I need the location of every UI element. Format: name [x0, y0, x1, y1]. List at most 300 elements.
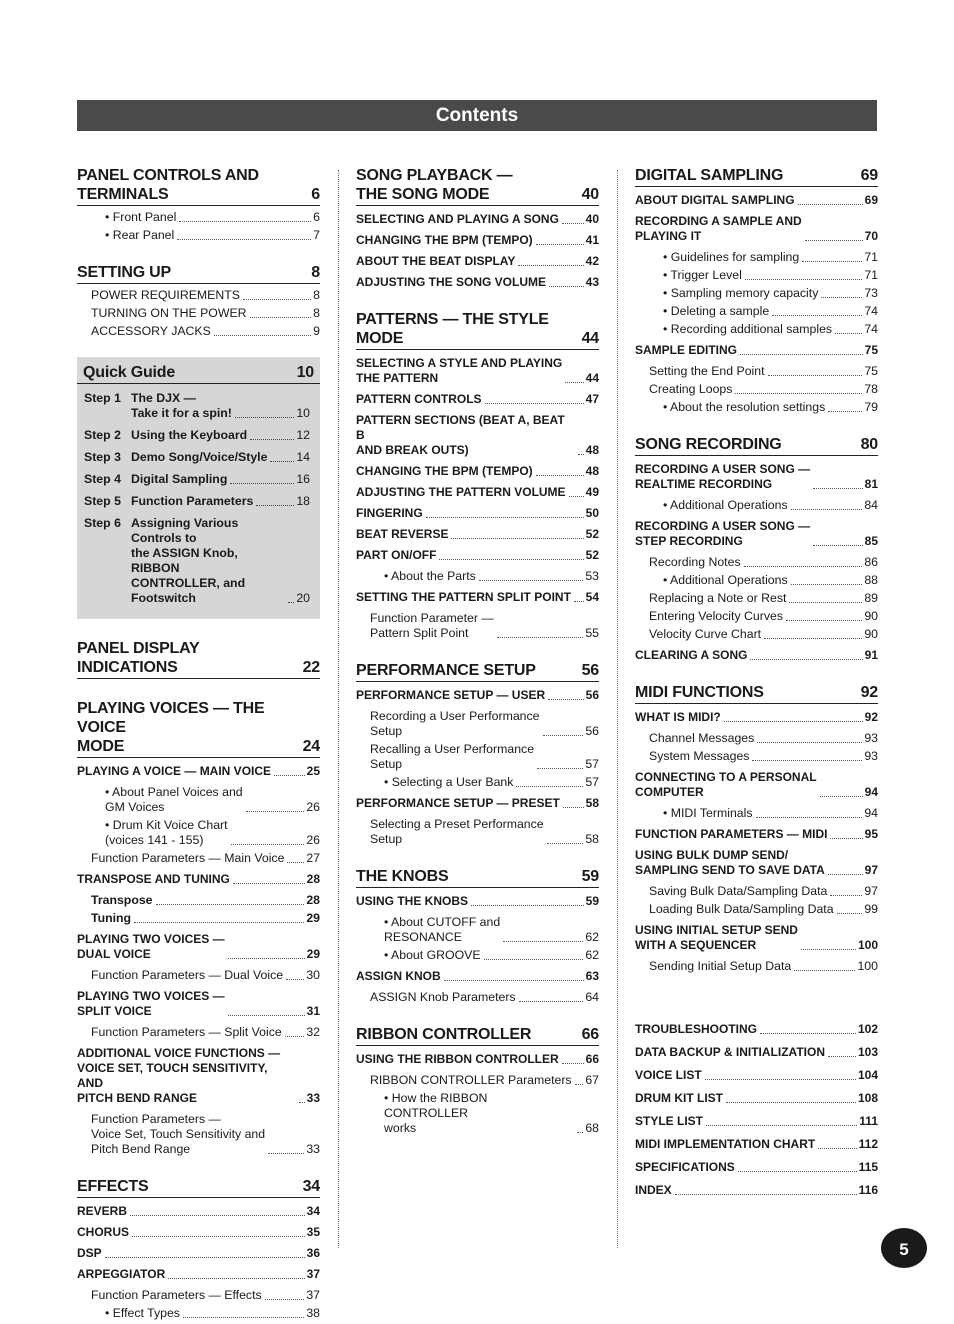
toc-entry	[77, 893, 320, 908]
toc-section	[356, 661, 599, 847]
dot-leader	[735, 393, 862, 394]
toc-entry-page: 70	[864, 229, 878, 243]
dot-leader	[768, 375, 863, 376]
dot-leader	[484, 959, 584, 960]
dot-leader	[786, 620, 862, 621]
section-heading	[77, 639, 320, 679]
toc-entry	[635, 591, 878, 606]
toc-entry	[356, 1073, 599, 1088]
quick-guide-title: Quick Guide	[83, 364, 176, 381]
toc-entry	[356, 212, 599, 227]
toc-entry-title: Function Parameters — Dual Voice	[91, 968, 284, 982]
toc-entry	[635, 1045, 878, 1060]
toc-entry	[356, 990, 599, 1005]
dot-leader	[444, 980, 584, 981]
toc-entry-page: 43	[585, 275, 599, 289]
toc-entry-title: TURNING ON THE POWER	[91, 306, 247, 320]
toc-entry-page: 58	[585, 832, 599, 846]
section-page: 6	[311, 186, 320, 203]
toc-entry-title: • Recording additional samples	[663, 322, 832, 337]
dot-leader	[250, 317, 312, 318]
toc-entry	[635, 848, 878, 878]
toc-entry	[635, 400, 878, 415]
dot-leader	[791, 509, 863, 510]
toc-entry	[635, 214, 878, 244]
toc-entry-page: 86	[864, 555, 878, 569]
toc-entry-page: 74	[864, 304, 878, 318]
toc-entry-page: 47	[585, 392, 599, 406]
dot-leader	[177, 239, 311, 240]
toc-entry	[77, 1025, 320, 1040]
toc-entry	[356, 796, 599, 811]
toc-entry	[635, 462, 878, 492]
toc-entry-page: 57	[585, 775, 599, 789]
toc-entry-title: STYLE LIST	[635, 1114, 704, 1128]
toc-entry	[77, 764, 320, 779]
toc-entry-title: • Trigger Level	[663, 268, 742, 283]
toc-entry	[356, 1091, 599, 1136]
toc-entry-title: BEAT REVERSE	[356, 527, 449, 541]
section-heading	[356, 1025, 599, 1046]
toc-entry	[635, 731, 878, 746]
dot-leader	[439, 559, 583, 560]
toc-entry-title: • Drum Kit Voice Chart (voices 141 - 155)	[105, 818, 228, 848]
toc-entry	[356, 775, 599, 790]
dot-leader	[228, 958, 305, 959]
section-page: 40	[581, 186, 599, 203]
toc-entry	[635, 555, 878, 570]
dot-leader	[536, 475, 584, 476]
toc-entry-page: 67	[585, 1073, 599, 1087]
toc-column-3	[635, 166, 878, 1206]
toc-entry	[356, 527, 599, 542]
dot-leader	[830, 895, 862, 896]
toc-entry	[77, 1288, 320, 1303]
dot-leader	[270, 461, 294, 462]
section-title: RIBBON CONTROLLER	[356, 1026, 532, 1043]
toc-entry-title: • MIDI Terminals	[663, 806, 753, 821]
toc-column-2	[356, 166, 599, 1139]
toc-entry-page: 112	[858, 1137, 878, 1151]
quick-guide-page: 10	[296, 364, 314, 381]
toc-entry	[635, 498, 878, 513]
toc-entry	[635, 250, 878, 265]
dot-leader	[813, 488, 863, 489]
step-page: 20	[296, 591, 310, 605]
toc-entry-page: 37	[306, 1288, 320, 1302]
toc-section	[77, 699, 320, 1157]
toc-entry-title: PART ON/OFF	[356, 548, 437, 562]
section-title: MIDI FUNCTIONS	[635, 684, 764, 701]
toc-entry-page: 85	[864, 534, 878, 548]
quick-guide-step	[77, 428, 320, 443]
toc-entry-title: System Messages	[649, 749, 750, 763]
toc-entry-page: 71	[864, 268, 878, 282]
step-title: Digital Sampling	[131, 472, 228, 486]
appendix-list	[635, 1022, 878, 1198]
section-heading	[635, 683, 878, 704]
toc-entry-title: • Additional Operations	[663, 573, 788, 588]
step-page: 16	[296, 472, 310, 486]
section-heading	[77, 263, 320, 284]
toc-entry-title: SAMPLE EDITING	[635, 343, 738, 357]
toc-entry	[635, 364, 878, 379]
section-page: 24	[302, 738, 320, 755]
toc-entry	[77, 1246, 320, 1261]
section-heading	[77, 1177, 320, 1198]
section-heading	[77, 699, 320, 758]
toc-entry	[635, 827, 878, 842]
toc-entry	[77, 968, 320, 983]
toc-entry-page: 8	[313, 288, 320, 302]
section-title: PANEL DISPLAY INDICATIONS	[77, 640, 200, 676]
section-title: DIGITAL SAMPLING	[635, 167, 784, 184]
section-title: SONG RECORDING	[635, 436, 782, 453]
toc-entry-title: PLAYING TWO VOICES — DUAL VOICE	[77, 932, 225, 961]
dot-leader	[789, 602, 862, 603]
toc-entry-title: Replacing a Note or Rest	[649, 591, 787, 605]
dot-leader	[802, 261, 862, 262]
toc-entry-page: 116	[858, 1183, 878, 1197]
toc-entry-page: 78	[864, 382, 878, 396]
dot-leader	[828, 1056, 856, 1057]
toc-section	[635, 166, 878, 415]
toc-entry-page: 56	[585, 724, 599, 738]
toc-entry-page: 102	[857, 1022, 878, 1036]
toc-entry-page: 7	[313, 228, 320, 242]
toc-entry	[356, 569, 599, 584]
toc-entry-page: 62	[585, 930, 599, 944]
step-title: Demo Song/Voice/Style	[131, 450, 268, 464]
dot-leader	[451, 538, 583, 539]
column-divider	[617, 170, 618, 1248]
step-title: Using the Keyboard	[131, 428, 248, 442]
toc-entry	[356, 969, 599, 984]
dot-leader	[706, 1125, 857, 1126]
toc-entry	[77, 306, 320, 321]
toc-entry-title: ASSIGN Knob Parameters	[370, 990, 516, 1004]
toc-entry-title: Velocity Curve Chart	[649, 627, 762, 641]
toc-entry-page: 97	[864, 863, 878, 877]
toc-entry-title: SETTING THE PATTERN SPLIT POINT	[356, 590, 571, 604]
quick-guide-step	[77, 450, 320, 465]
dot-leader	[156, 904, 305, 905]
toc-entry	[635, 902, 878, 917]
toc-entry-page: 52	[585, 548, 599, 562]
step-title: Function Parameters	[131, 494, 254, 508]
dot-leader	[265, 1299, 305, 1300]
toc-entry-page: 79	[864, 400, 878, 414]
toc-entry-page: 115	[858, 1160, 878, 1174]
toc-entry	[635, 382, 878, 397]
toc-entry	[77, 210, 320, 225]
dot-leader	[105, 1257, 305, 1258]
toc-entry-page: 6	[313, 210, 320, 224]
section-heading	[635, 435, 878, 456]
section-heading	[356, 310, 599, 350]
toc-entry-page: 8	[313, 306, 320, 320]
dot-leader	[830, 838, 862, 839]
toc-section	[356, 166, 599, 290]
step-body	[131, 472, 310, 487]
dot-leader	[565, 382, 583, 383]
toc-entry-title: PLAYING TWO VOICES — SPLIT VOICE	[77, 989, 225, 1018]
toc-entry	[635, 268, 878, 283]
section-title: EFFECTS	[77, 1178, 149, 1195]
toc-entry-page: 54	[585, 590, 599, 604]
dot-leader	[562, 223, 584, 224]
toc-entry	[635, 648, 878, 663]
section-page: 69	[860, 167, 878, 184]
toc-entry-page: 84	[864, 498, 878, 512]
section-page: 8	[311, 264, 320, 281]
dot-leader	[536, 244, 584, 245]
section-page: 66	[581, 1026, 599, 1043]
dot-leader	[798, 204, 863, 205]
toc-entry-page: 25	[306, 764, 320, 778]
dot-leader	[286, 979, 304, 980]
toc-entry-title: Function Parameters — Effects	[91, 1288, 262, 1302]
section-heading	[635, 166, 878, 187]
toc-entry-title: MIDI IMPLEMENTATION CHART	[635, 1137, 816, 1151]
toc-entry-title: • About CUTOFF and RESONANCE	[384, 915, 500, 945]
toc-entry-title: Recalling a User Performance Setup	[370, 742, 535, 771]
toc-entry-title: Function Parameters — Split Voice	[91, 1025, 282, 1039]
step-title: The DJX — Take it for a spin!	[131, 391, 232, 420]
toc-entry-page: 40	[585, 212, 599, 226]
toc-entry-title: ACCESSORY JACKS	[91, 324, 211, 338]
toc-entry-title: • About Panel Voices and GM Voices	[105, 785, 243, 815]
toc-entry	[356, 233, 599, 248]
toc-entry-page: 48	[585, 464, 599, 478]
toc-entry-title: Function Parameter — Pattern Split Point	[370, 611, 494, 640]
toc-entry-title: Creating Loops	[649, 382, 733, 396]
dot-leader	[756, 817, 863, 818]
toc-entry-page: 99	[864, 902, 878, 916]
dot-leader	[705, 1079, 856, 1080]
section-page: 22	[302, 659, 320, 676]
dot-leader	[519, 1001, 584, 1002]
toc-entry-title: DSP	[77, 1246, 102, 1260]
toc-entry	[635, 749, 878, 764]
toc-entry-title: • Deleting a sample	[663, 304, 769, 319]
toc-entry-title: Saving Bulk Data/Sampling Data	[649, 884, 828, 898]
dot-leader	[563, 807, 584, 808]
dot-leader	[537, 768, 583, 769]
toc-entry-title: INDEX	[635, 1183, 672, 1197]
dot-leader	[562, 1063, 584, 1064]
toc-entry-title: Recording a User Performance Setup	[370, 709, 540, 738]
toc-entry	[77, 989, 320, 1019]
toc-entry-page: 31	[306, 1004, 320, 1018]
dot-leader	[818, 1148, 856, 1149]
dot-leader	[485, 403, 584, 404]
dot-leader	[516, 786, 583, 787]
step-number: Step 2	[84, 428, 121, 442]
step-number: Step 1	[84, 391, 121, 405]
toc-entry-page: 26	[306, 800, 320, 814]
toc-entry-page: 37	[306, 1267, 320, 1281]
toc-entry-page: 62	[585, 948, 599, 962]
toc-entry-title: Transpose	[91, 893, 153, 907]
dot-leader	[268, 1153, 304, 1154]
toc-entry	[635, 923, 878, 953]
toc-section	[635, 435, 878, 663]
step-body	[131, 494, 310, 509]
toc-entry-title: • Sampling memory capacity	[663, 286, 818, 301]
toc-entry-title: TROUBLESHOOTING	[635, 1022, 757, 1036]
toc-entry-title: RECORDING A USER SONG — STEP RECORDING	[635, 519, 811, 548]
dot-leader	[569, 496, 584, 497]
toc-entry-title: ARPEGGIATOR	[77, 1267, 166, 1281]
toc-entry	[77, 1046, 320, 1106]
toc-entry-page: 26	[306, 833, 320, 847]
dot-leader	[805, 240, 863, 241]
dot-leader	[820, 796, 863, 797]
section-heading	[77, 166, 320, 206]
toc-entry-page: 57	[585, 757, 599, 771]
toc-entry	[356, 464, 599, 479]
toc-entry-title: ADDITIONAL VOICE FUNCTIONS — VOICE SET, TOUCH SENSITIVITY, AND PITCH BEND RANGE	[77, 1046, 281, 1105]
toc-entry	[635, 1114, 878, 1129]
toc-entry-page: 32	[306, 1025, 320, 1039]
toc-entry	[635, 1068, 878, 1083]
toc-entry-page: 94	[864, 806, 878, 820]
toc-entry-page: 93	[864, 749, 878, 763]
toc-entry	[635, 1022, 878, 1037]
toc-entry-title: Channel Messages	[649, 731, 755, 745]
toc-entry-page: 95	[864, 827, 878, 841]
toc-entry-title: CHANGING THE BPM (TEMPO)	[356, 233, 533, 247]
toc-entry	[635, 193, 878, 208]
dot-leader	[179, 221, 311, 222]
toc-entry-page: 52	[585, 527, 599, 541]
dot-leader	[578, 454, 584, 455]
toc-entry	[77, 1225, 320, 1240]
toc-entry-title: USING THE KNOBS	[356, 894, 469, 908]
section-page: 80	[860, 436, 878, 453]
section-title: SONG PLAYBACK — THE SONG MODE	[356, 167, 513, 203]
section-title: PLAYING VOICES — THE VOICE MODE	[77, 700, 265, 755]
dot-leader	[791, 584, 863, 585]
toc-entry-title: • Additional Operations	[663, 498, 788, 513]
toc-entry	[77, 1112, 320, 1157]
toc-entry	[77, 911, 320, 926]
toc-entry-title: USING THE RIBBON CONTROLLER	[356, 1052, 559, 1066]
step-title: Assigning Various Controls to the ASSIGN Knob, RIBBON CONTROLLER, and Footswitch	[131, 516, 246, 605]
toc-entry-page: 36	[306, 1246, 320, 1260]
toc-entry-page: 73	[864, 286, 878, 300]
toc-entry-title: ADJUSTING THE SONG VOLUME	[356, 275, 547, 289]
dot-leader	[744, 566, 863, 567]
toc-entry-page: 29	[306, 911, 320, 925]
section-page: 59	[581, 868, 599, 885]
dot-leader	[285, 1036, 305, 1037]
dot-leader	[813, 545, 863, 546]
dot-leader	[230, 483, 294, 484]
toc-entry	[356, 915, 599, 945]
step-body	[131, 450, 310, 465]
toc-entry-title: ABOUT DIGITAL SAMPLING	[635, 193, 795, 207]
toc-entry	[635, 770, 878, 800]
toc-entry-title: PERFORMANCE SETUP — USER	[356, 688, 546, 702]
toc-entry	[77, 1306, 320, 1321]
toc-entry-title: REVERB	[77, 1204, 128, 1218]
step-body	[131, 391, 310, 421]
toc-entry-title: RECORDING A SAMPLE AND PLAYING IT	[635, 214, 802, 243]
dot-leader	[228, 1015, 305, 1016]
toc-entry-page: 81	[864, 477, 878, 491]
section-title: PANEL CONTROLS AND TERMINALS	[77, 167, 259, 203]
toc-entry-title: POWER REQUIREMENTS	[91, 288, 240, 302]
toc-entry-page: 49	[585, 485, 599, 499]
section-title: PATTERNS — THE STYLE MODE	[356, 311, 549, 347]
dot-leader	[752, 760, 862, 761]
toc-entry	[635, 1091, 878, 1106]
section-title: THE KNOBS	[356, 868, 449, 885]
toc-entry	[356, 254, 599, 269]
toc-entry-title: Setting the End Point	[649, 364, 765, 378]
toc-entry-page: 75	[864, 364, 878, 378]
toc-entry-title: FUNCTION PARAMETERS — MIDI	[635, 827, 828, 841]
toc-entry-page: 44	[585, 371, 599, 385]
toc-entry-title: • About GROOVE	[384, 948, 481, 963]
toc-entry-page: 90	[864, 609, 878, 623]
toc-entry	[77, 1204, 320, 1219]
dot-leader	[518, 265, 583, 266]
toc-entry-title: CONNECTING TO A PERSONAL COMPUTER	[635, 770, 817, 799]
toc-entry	[356, 485, 599, 500]
toc-entry-title: • Front Panel	[105, 210, 176, 225]
dot-leader	[574, 601, 584, 602]
dot-leader	[575, 1084, 584, 1085]
toc-entry-page: 55	[585, 626, 599, 640]
toc-section	[635, 683, 878, 974]
toc-entry-title: SPECIFICATIONS	[635, 1160, 735, 1174]
column-divider	[338, 170, 339, 1248]
toc-entry-title: • Selecting a User Bank	[384, 775, 513, 790]
toc-entry	[635, 1183, 878, 1198]
toc-entry	[77, 872, 320, 887]
toc-entry	[356, 590, 599, 605]
dot-leader	[794, 970, 855, 971]
toc-entry-title: DATA BACKUP & INITIALIZATION	[635, 1045, 825, 1059]
quick-guide-step	[77, 472, 320, 487]
section-title: PERFORMANCE SETUP	[356, 662, 536, 679]
toc-entry	[356, 1052, 599, 1067]
toc-entry-title: VOICE LIST	[635, 1068, 702, 1082]
toc-section	[77, 166, 320, 243]
toc-entry	[635, 609, 878, 624]
dot-leader	[299, 1102, 305, 1103]
toc-entry-page: 68	[585, 1121, 599, 1135]
toc-entry-page: 58	[585, 796, 599, 810]
toc-entry	[635, 959, 878, 974]
step-page: 10	[296, 406, 310, 420]
step-number: Step 5	[84, 494, 121, 508]
step-number: Step 6	[84, 516, 121, 530]
toc-entry	[77, 288, 320, 303]
contents-banner: Contents	[77, 100, 877, 131]
toc-entry-page: 92	[864, 710, 878, 724]
toc-entry	[635, 322, 878, 337]
toc-entry	[635, 806, 878, 821]
toc-entry-page: 30	[306, 968, 320, 982]
dot-leader	[738, 1171, 857, 1172]
toc-entry-page: 97	[864, 884, 878, 898]
section-page: 34	[302, 1178, 320, 1195]
dot-leader	[231, 844, 305, 845]
